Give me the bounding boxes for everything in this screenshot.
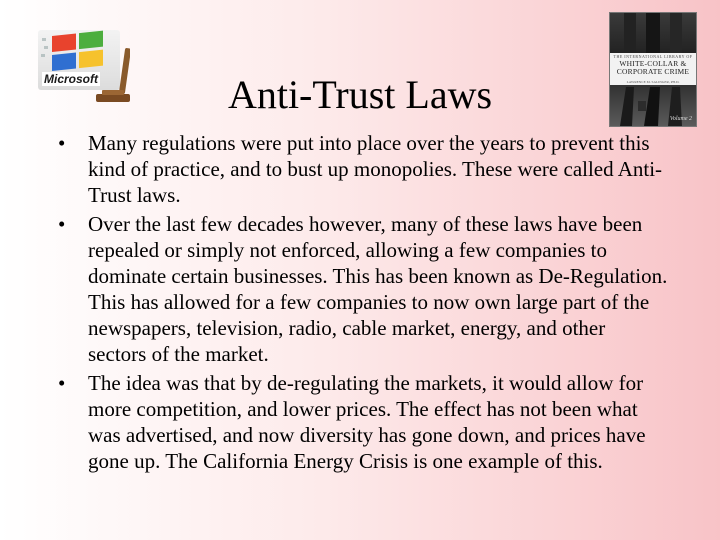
book-volume: Volume 2 xyxy=(669,116,692,122)
book-title xyxy=(610,60,696,76)
microsoft-logo-image xyxy=(30,26,130,106)
bullet-list xyxy=(56,130,668,477)
book-cover-image xyxy=(609,12,697,127)
bullet-text: Over the last few decades however, many of these laws have been repealed or simply not enforced, allowing a few companies to dominate certain businesses. This has been known as De-Regulation. This has allowed for a few companies to now own large part of the newspapers, television, radio, cable market, energy, and other sectors of the market. xyxy=(88,212,668,366)
bullet-icon: • xyxy=(58,131,66,155)
gavel-icon xyxy=(30,26,130,106)
bullet-icon: • xyxy=(58,212,66,236)
bullet-text: The idea was that by de-regulating the markets, it would allow for more competition, and lower prices. The effect has not been what was advertised, and now diversity has gone down, and prices have gone up. The California Energy Crisis is one example of this. xyxy=(88,371,646,473)
book-subtitle: THE INTERNATIONAL LIBRARY OF xyxy=(613,54,693,59)
bullet-item xyxy=(56,130,668,208)
book-title-line-1: WHITE-COLLAR & xyxy=(619,59,687,68)
bullet-text: Many regulations were put into place over the years to prevent this kind of practice, and to bust up monopolies. These were called Anti-Trust laws. xyxy=(88,131,663,207)
book-title-line-2: CORPORATE CRIME xyxy=(616,67,690,76)
bullet-item xyxy=(56,211,668,367)
bullet-item xyxy=(56,370,668,474)
slide-title: Anti-Trust Laws xyxy=(227,72,493,117)
microsoft-wordmark: Microsoft xyxy=(44,72,98,86)
book-author: LAWRENCE M. SALINGER, PH.D. xyxy=(626,80,680,84)
bullet-icon: • xyxy=(58,371,66,395)
